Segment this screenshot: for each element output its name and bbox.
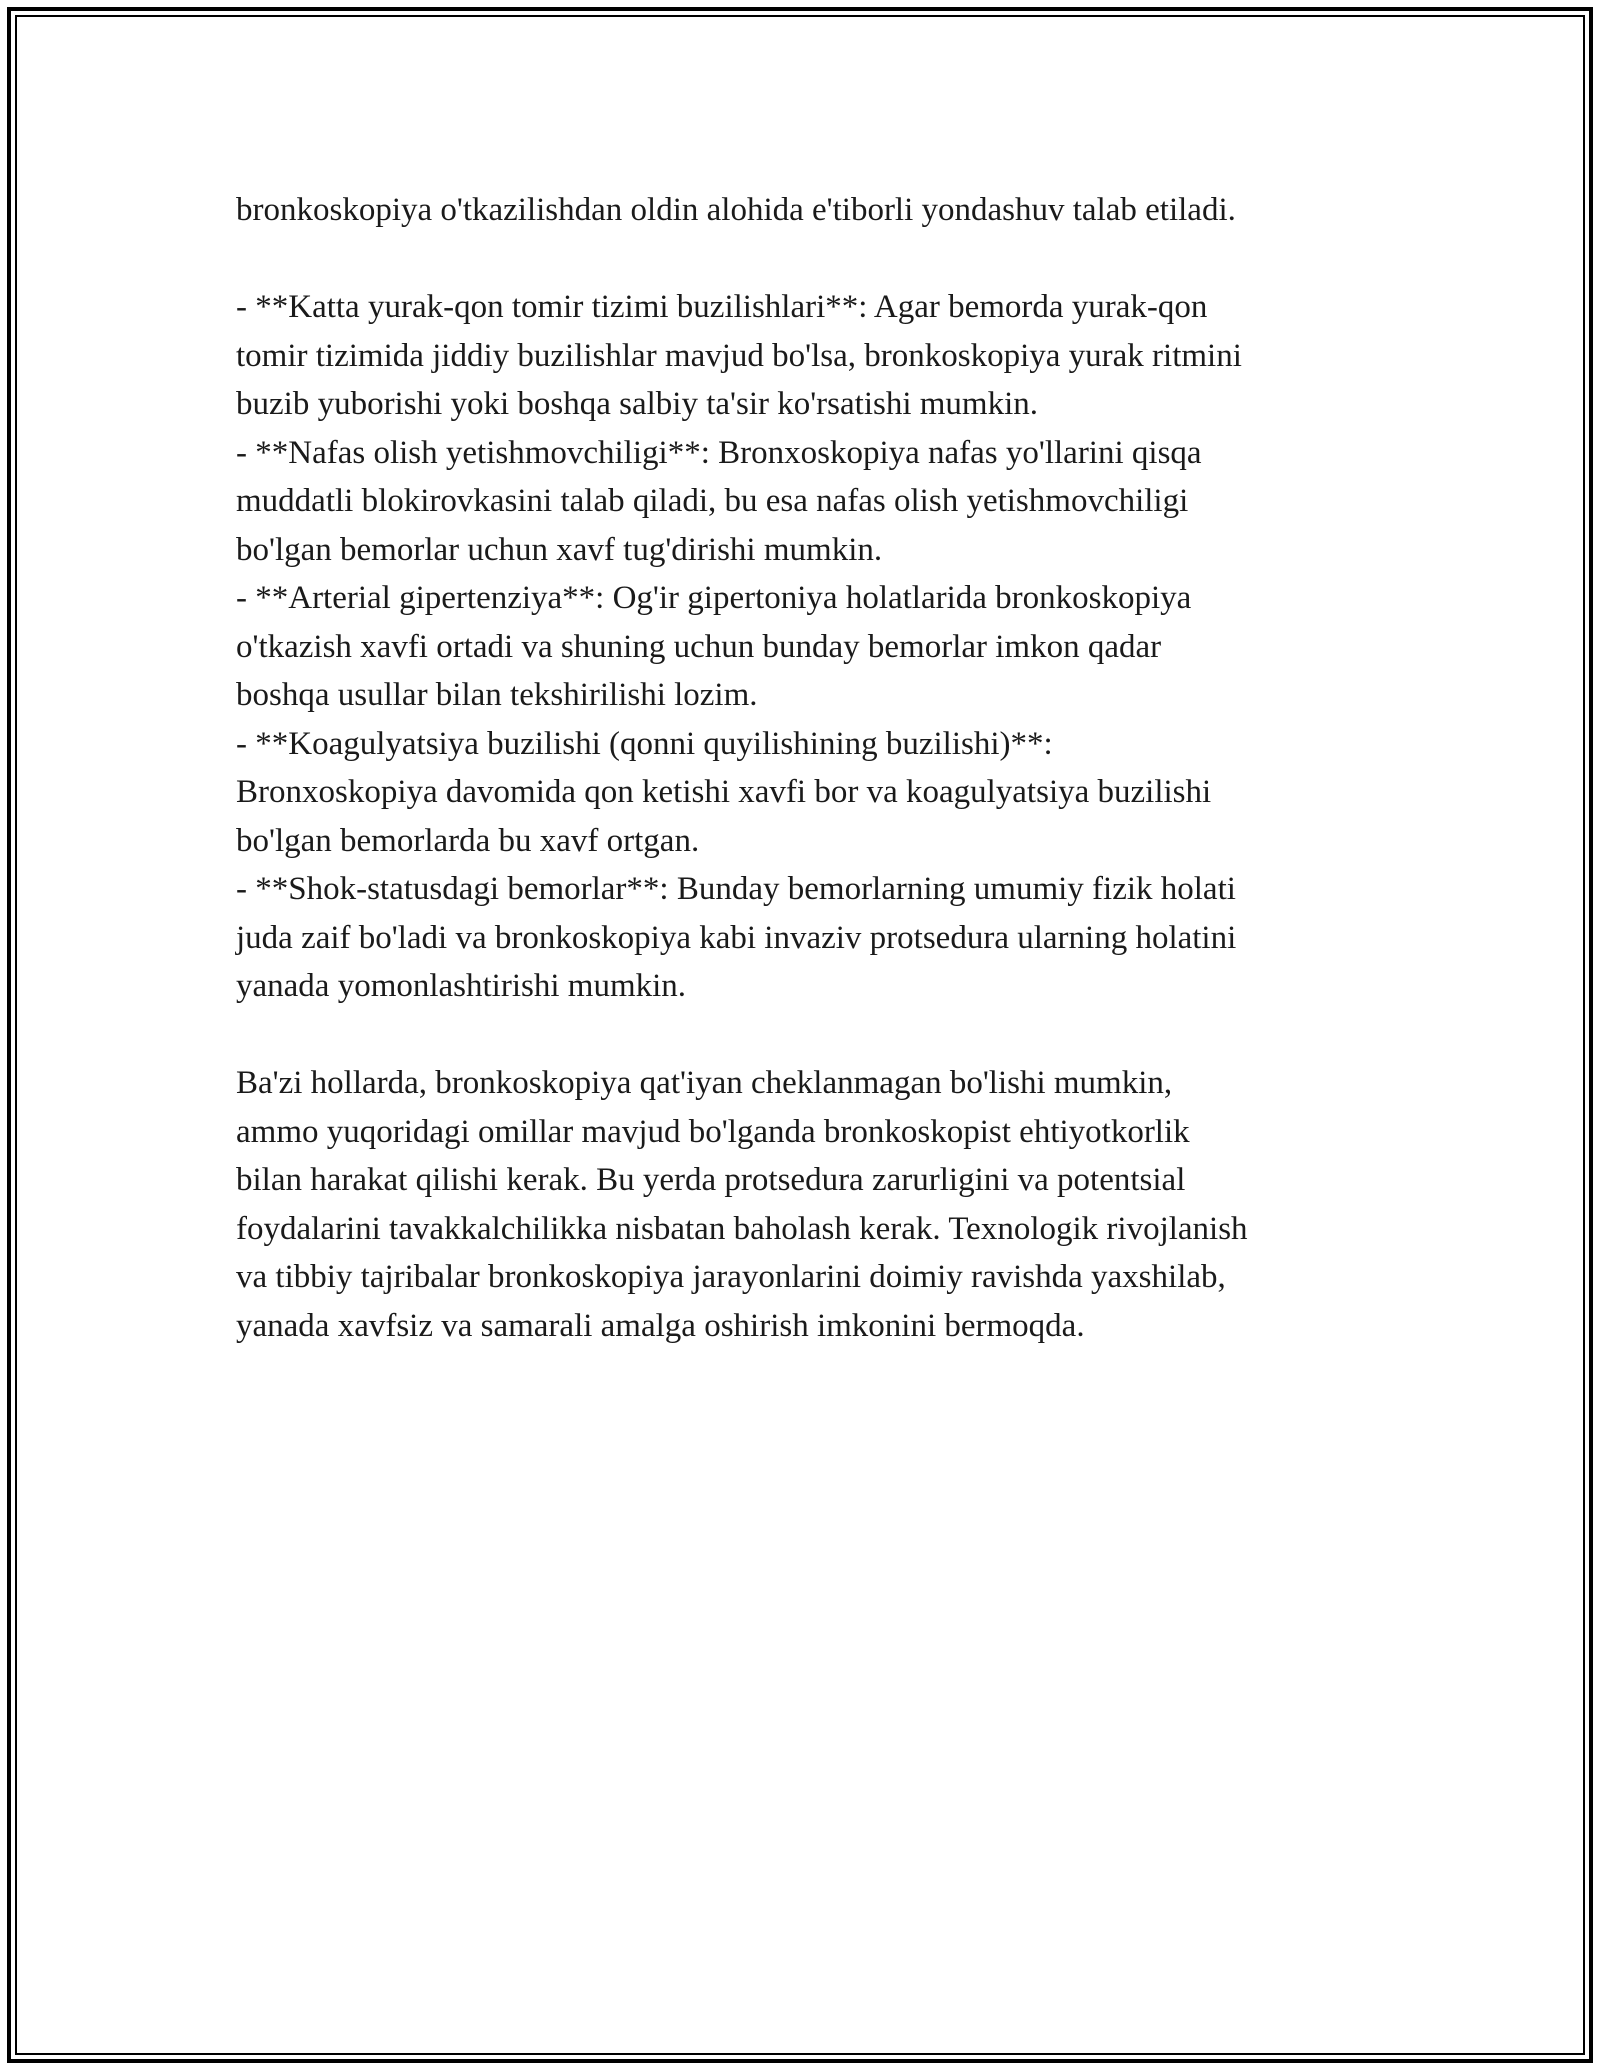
conclusion-line: yanada xavfsiz va samarali amalga oshirish imkonini bermoqda. <box>236 1307 1085 1344</box>
conclusion-line: foydalarini tavakkalchilikka nisbatan baholash kerak. Texnologik rivojlanish <box>236 1210 1248 1247</box>
conclusion-line: ammo yuqoridagi omillar mavjud bo'lganda bronkoskopist ehtiyotkorlik <box>236 1113 1190 1150</box>
list-item-line: bo'lgan bemorlar uchun xavf tug'dirishi mumkin. <box>236 531 883 568</box>
conclusion-line: Ba'zi hollarda, bronkoskopiya qat'iyan cheklanmagan bo'lishi mumkin, <box>236 1065 1173 1101</box>
conclusion-line: va tibbiy tajribalar bronkoskopiya jarayonlarini doimiy ravishda yaxshilab, <box>236 1259 1226 1295</box>
list-item-line: Bronxoskopiya davomida qon ketishi xavfi bor va koagulyatsiya buzilishi <box>236 774 1212 810</box>
list-item-line: yanada yomonlashtirishi mumkin. <box>236 968 687 1004</box>
list-item-line: - **Katta yurak-qon tomir tizimi buzilishlari**: Agar bemorda yurak-qon <box>236 289 1208 325</box>
list-item <box>236 283 1376 429</box>
list-item <box>236 429 1376 575</box>
document-body <box>236 186 1376 1350</box>
intro-line: bronkoskopiya o'tkazilishdan oldin alohida e'tiborli yondashuv talab etiladi. <box>236 192 1236 228</box>
list-item-line: juda zaif bo'ladi va bronkoskopiya kabi invaziv protsedura ularning holatini <box>236 919 1237 956</box>
list-item <box>236 865 1376 1011</box>
list-item-line: o'tkazish xavfi ortadi va shuning uchun bunday bemorlar imkon qadar <box>236 628 1162 665</box>
list-item-line: muddatli blokirovkasini talab qiladi, bu esa nafas olish yetishmovchiligi <box>236 483 1189 519</box>
list-item <box>236 574 1376 720</box>
conclusion-line: bilan harakat qilishi kerak. Bu yerda protsedura zarurligini va potentsial <box>236 1162 1186 1198</box>
list-item-line: tomir tizimida jiddiy buzilishlar mavjud bo'lsa, bronkoskopiya yurak ritmini <box>236 337 1242 374</box>
list-item <box>236 720 1376 866</box>
list-item-line: bo'lgan bemorlarda bu xavf ortgan. <box>236 822 700 859</box>
list-item-line: buzib yuborishi yoki boshqa salbiy ta'sir ko'rsatishi mumkin. <box>236 386 1039 422</box>
paragraph-gap <box>236 1011 1376 1060</box>
list-item-line: - **Arterial gipertenziya**: Og'ir gipertoniya holatlarida bronkoskopiya <box>236 580 1192 616</box>
list-item-line: - **Shok-statusdagi bemorlar**: Bunday bemorlarning umumiy fizik holati <box>236 871 1236 907</box>
list-item-line: - **Koagulyatsiya buzilishi (qonni quyilishining buzilishi)**: <box>236 725 1053 762</box>
conclusion-paragraph <box>236 1059 1376 1350</box>
paragraph-gap <box>236 235 1376 284</box>
list-item-line: - **Nafas olish yetishmovchiligi**: Bronxoskopiya nafas yo'llarini qisqa <box>236 434 1202 471</box>
list-item-line: boshqa usullar bilan tekshirilishi lozim. <box>236 677 758 713</box>
